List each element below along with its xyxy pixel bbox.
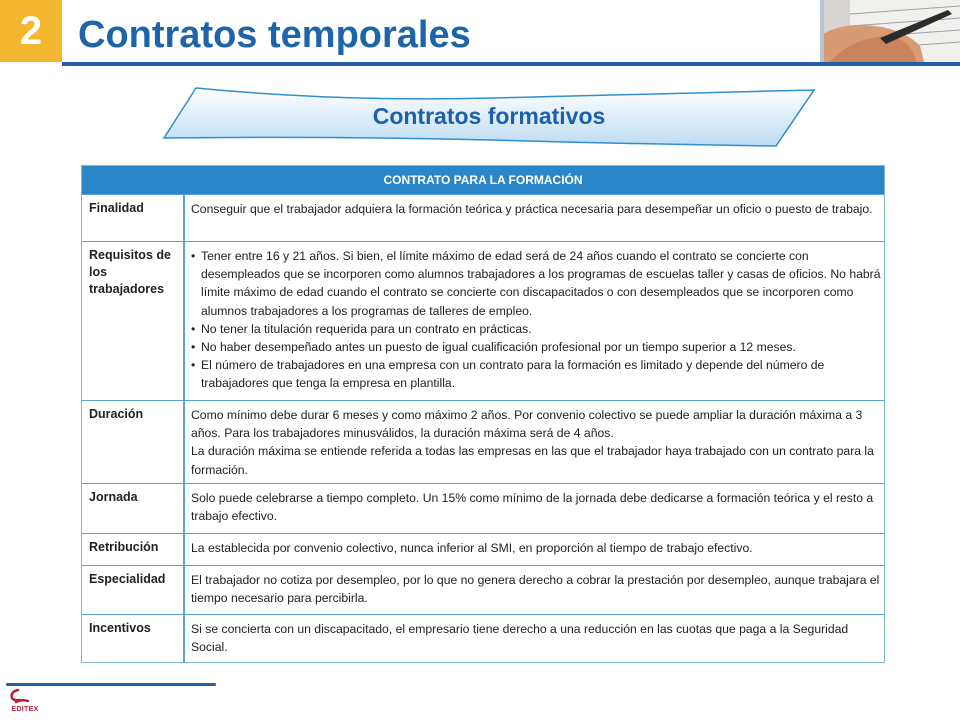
row-label: Retribución <box>89 540 159 554</box>
bullet-icon: • <box>191 321 196 336</box>
table-row <box>82 241 884 400</box>
row-content <box>191 620 881 656</box>
bullet-text: No haber desempeñado antes un puesto de igual cualificación profesional por un tiempo superior a 12 meses. <box>201 340 796 355</box>
editex-logo-text: EDITEX <box>11 706 39 713</box>
bullet-item <box>191 338 881 356</box>
row-text: Solo puede celebrarse a tiempo completo. Un 15% como mínimo de la jornada debe dedicarse a formación teórica y el resto a trabajo efectivo. <box>191 491 874 524</box>
row-label: Jornada <box>89 490 138 504</box>
row-text: La establecida por convenio colectivo, nunca inferior al SMI, en proporción al tiempo de trabajo efectivo. <box>191 541 753 555</box>
bullet-item <box>191 247 881 320</box>
row-text: Conseguir que el trabajador adquiera la formación teórica y práctica necesaria para desempeñar un oficio o puesto de trabajo. <box>191 202 873 216</box>
row-text: La duración máxima se entiende referida a todas las empresas en las que el trabajador haya trabajado con un contrato para la formación. <box>191 444 874 477</box>
page-title: Contratos temporales <box>78 14 471 56</box>
table-row <box>82 565 884 614</box>
row-label: Finalidad <box>89 201 144 215</box>
row-text: El trabajador no cotiza por desempleo, por lo que no genera derecho a cobrar la prestación por desempleo, aunque trabajara el tiempo necesario para percibirla. <box>191 573 880 606</box>
chapter-number-badge: 2 <box>0 0 62 62</box>
row-text: Como mínimo debe durar 6 meses y como máximo 2 años. Por convenio colectivo se puede ampliar la duración máxima a 3 años. Para los trabajadores minusválidos, la duración máxima será de 4 años. <box>191 408 863 441</box>
table-row <box>82 614 884 662</box>
table-row <box>82 400 884 483</box>
row-label: Especialidad <box>89 572 166 586</box>
footer-divider <box>6 683 216 686</box>
header-divider <box>62 62 960 66</box>
bullet-item <box>191 320 881 338</box>
table-title: CONTRATO PARA LA FORMACIÓN <box>82 166 884 194</box>
row-content <box>191 489 881 525</box>
row-label: Incentivos <box>89 621 151 635</box>
section-title: Contratos formativos <box>372 103 606 129</box>
bullet-icon: • <box>191 340 196 355</box>
table-row <box>82 194 884 241</box>
row-label: Duración <box>89 407 144 421</box>
bullet-text: El número de trabajadores en una empresa con un contrato para la formación es limitado y depende del número de trabajadores que tenga la empresa en plantilla. <box>201 358 825 391</box>
table-row <box>82 533 884 565</box>
bullet-icon: • <box>191 249 196 263</box>
bullet-text: No tener la titulación requerida para un contrato en prácticas. <box>201 321 532 336</box>
row-label: Requisitos de los trabajadores <box>89 248 171 296</box>
contract-table <box>81 165 885 663</box>
row-content <box>191 539 881 557</box>
bullet-text: Tener entre 16 y 21 años. Si bien, el límite máximo de edad será de 24 años cuando el contrato se concierte con desempleados que se incorporen como alumnos trabajadores a los programas de escuelas taller y casas de oficios. No habrá límite máximo de edad cuando el contrato se concierte con discapacitados o con desempleados que se incorporen como alumnos trabajadores a los programas de talleres de empleo. <box>201 249 881 318</box>
table-row <box>82 483 884 533</box>
hand-writing-photo <box>820 0 960 62</box>
row-content <box>191 200 881 218</box>
row-content <box>191 247 881 393</box>
bullet-icon: • <box>191 358 196 373</box>
row-content <box>191 571 881 607</box>
row-content <box>191 406 881 479</box>
row-text: Si se concierta con un discapacitado, el empresario tiene derecho a una reducción en las cuotas que paga a la Seguridad Social. <box>191 622 849 655</box>
bullet-item <box>191 356 881 392</box>
